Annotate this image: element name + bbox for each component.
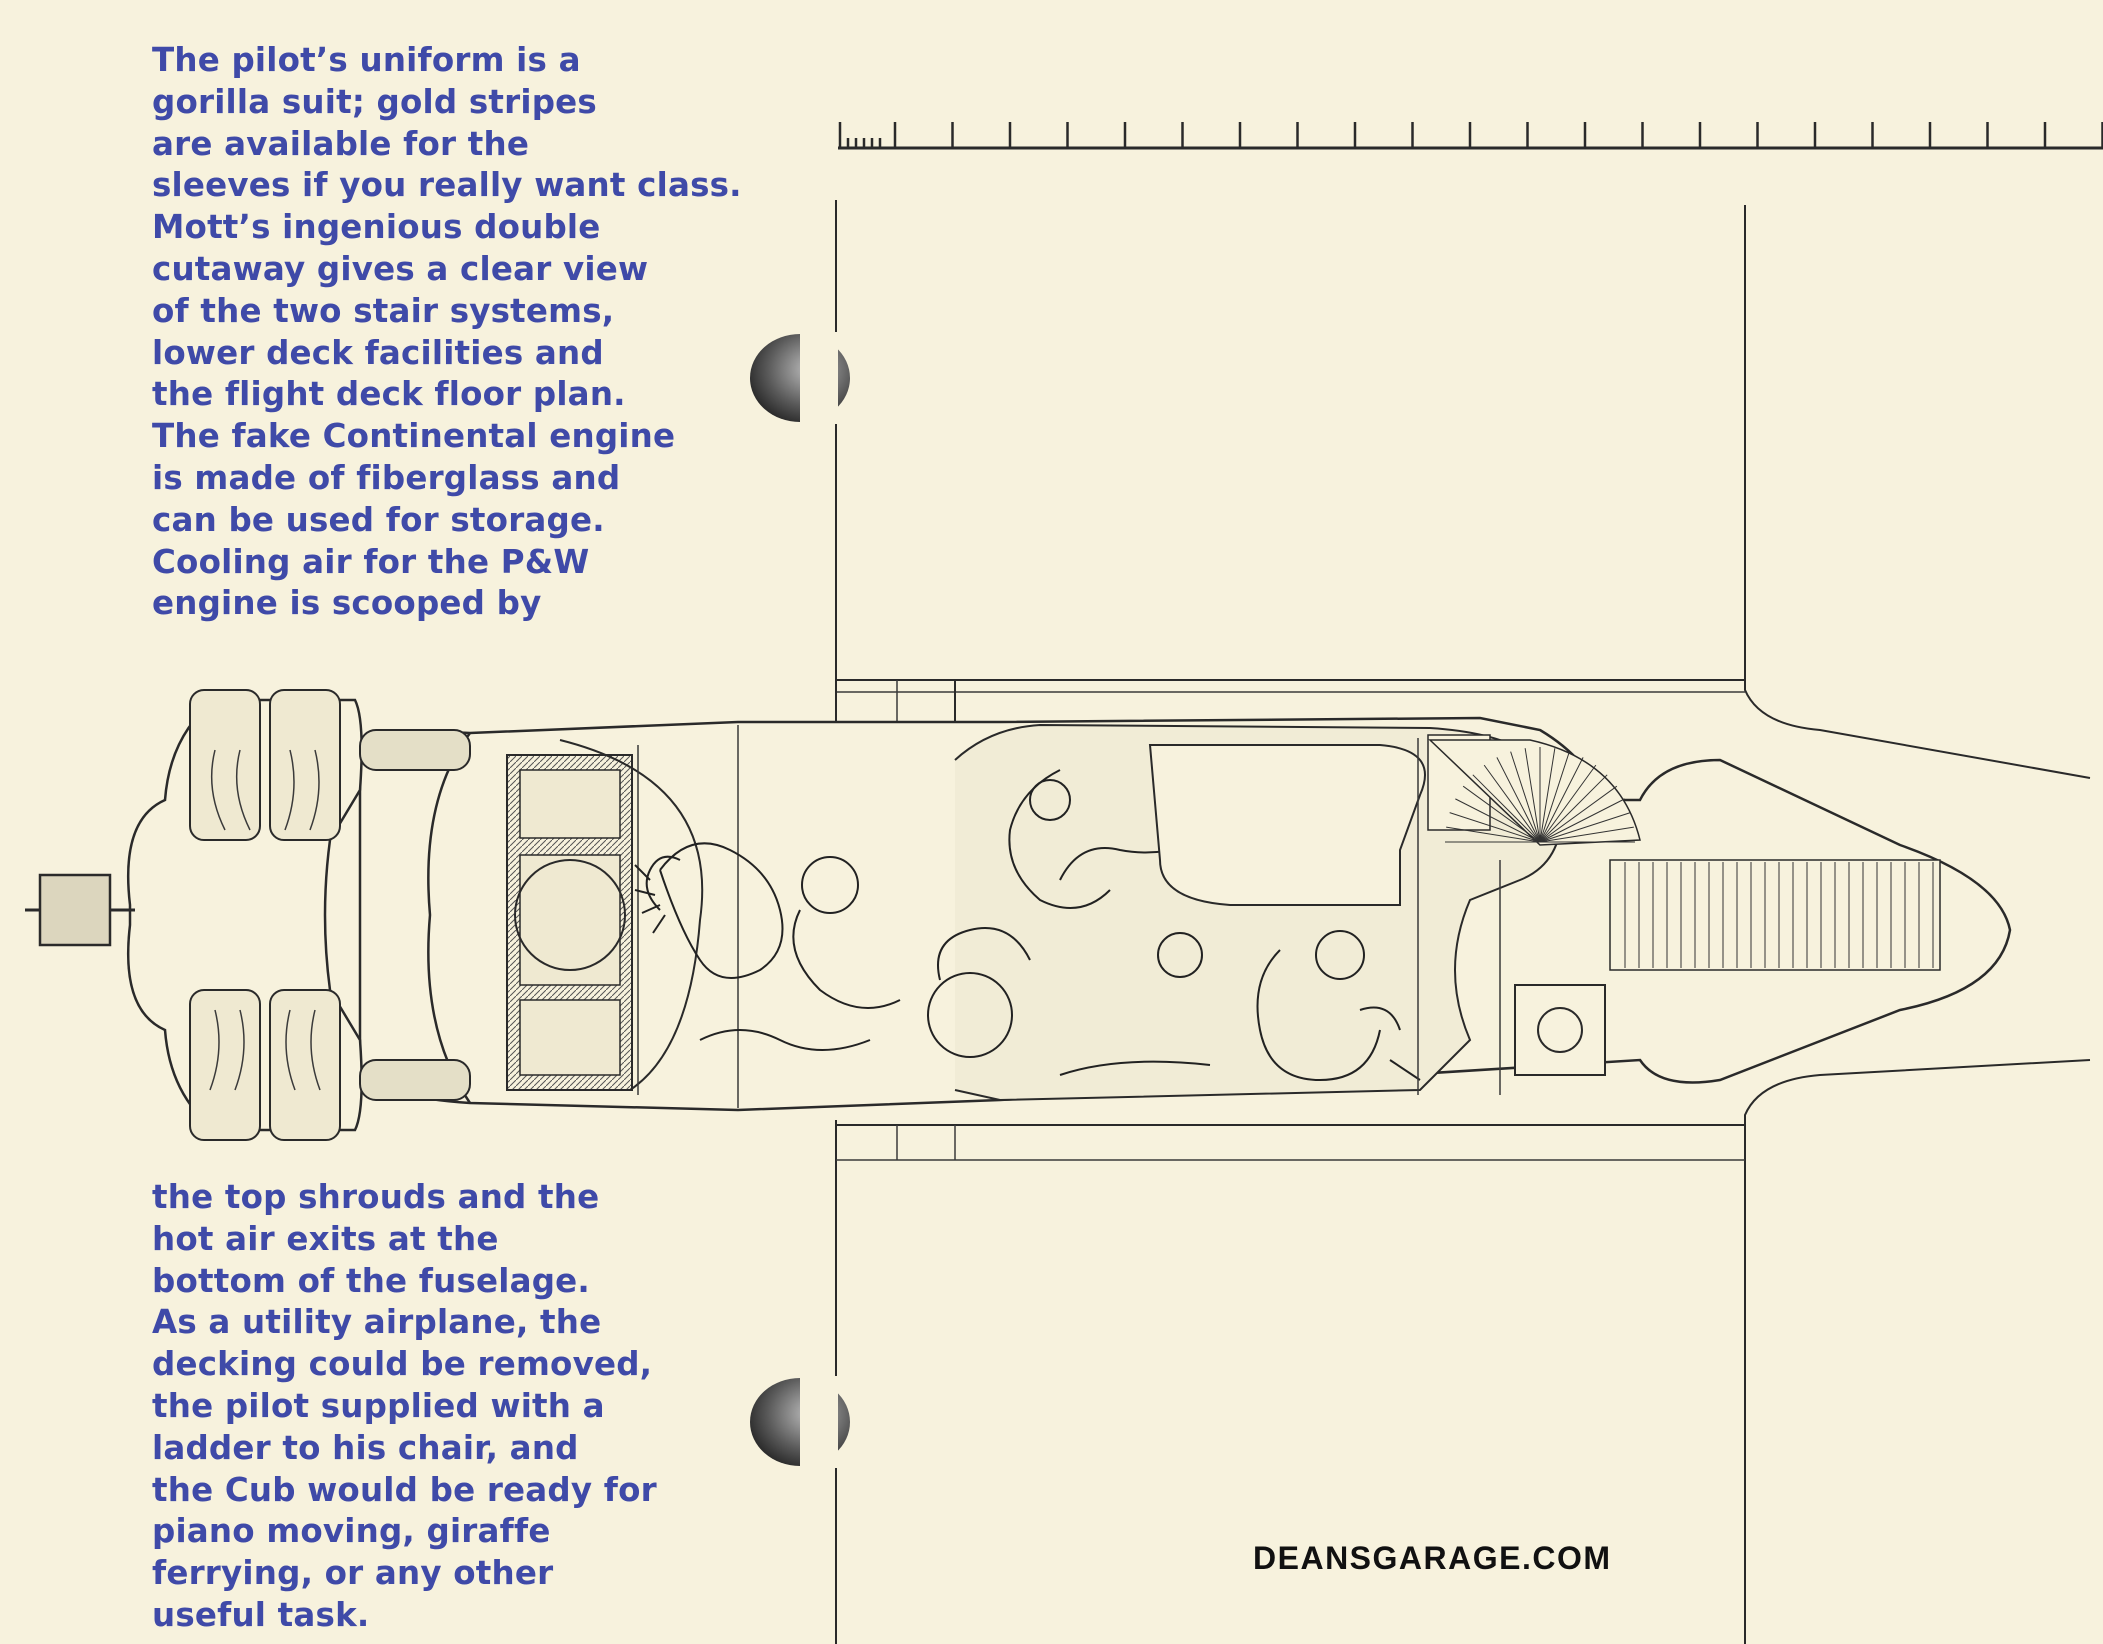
caption-line: the Cub would be ready for (152, 1470, 657, 1509)
caption-line: bottom of the fuselage. (152, 1261, 590, 1300)
watermark: DEANSGARAGE.COM (1253, 1540, 1612, 1576)
caption-line: As a utility airplane, the (152, 1303, 602, 1342)
caption-line: useful task. (152, 1595, 370, 1634)
caption-line: Mott’s ingenious double (152, 208, 601, 247)
caption-line: the pilot supplied with a (152, 1386, 605, 1425)
caption-line: ferrying, or any other (152, 1554, 554, 1593)
caption-line: the top shrouds and the (152, 1178, 600, 1216)
caption-line: The pilot’s uniform is a (152, 41, 581, 79)
caption-line: cutaway gives a clear view (152, 249, 649, 288)
caption-top (152, 40, 742, 625)
caption-line: The fake Continental engine (152, 417, 676, 456)
caption-line: of the two stair systems, (152, 291, 615, 330)
caption-line: sleeves if you really want class. (152, 166, 742, 205)
caption-line: hot air exits at the (152, 1219, 499, 1258)
caption-line: the flight deck floor plan. (152, 375, 626, 414)
caption-line: are available for the (152, 124, 530, 163)
caption-line: lower deck facilities and (152, 333, 604, 372)
propeller-hub (40, 875, 110, 945)
caption-bottom (152, 1177, 657, 1637)
caption-line: ladder to his chair, and (152, 1428, 579, 1467)
caption-line: decking could be removed, (152, 1345, 653, 1384)
straight-stair (1610, 860, 1940, 970)
caption-line: can be used for storage. (152, 500, 605, 539)
spiral-stair (1428, 735, 1640, 845)
caption-line: engine is scooped by (152, 584, 542, 623)
caption-line: is made of fiberglass and (152, 458, 621, 497)
caption-line: gorilla suit; gold stripes (152, 82, 597, 121)
appliance (1515, 985, 1605, 1075)
scale-ruler (838, 122, 2103, 148)
caption-line: piano moving, giraffe (152, 1512, 551, 1551)
caption-line: Cooling air for the P&W (152, 542, 590, 581)
